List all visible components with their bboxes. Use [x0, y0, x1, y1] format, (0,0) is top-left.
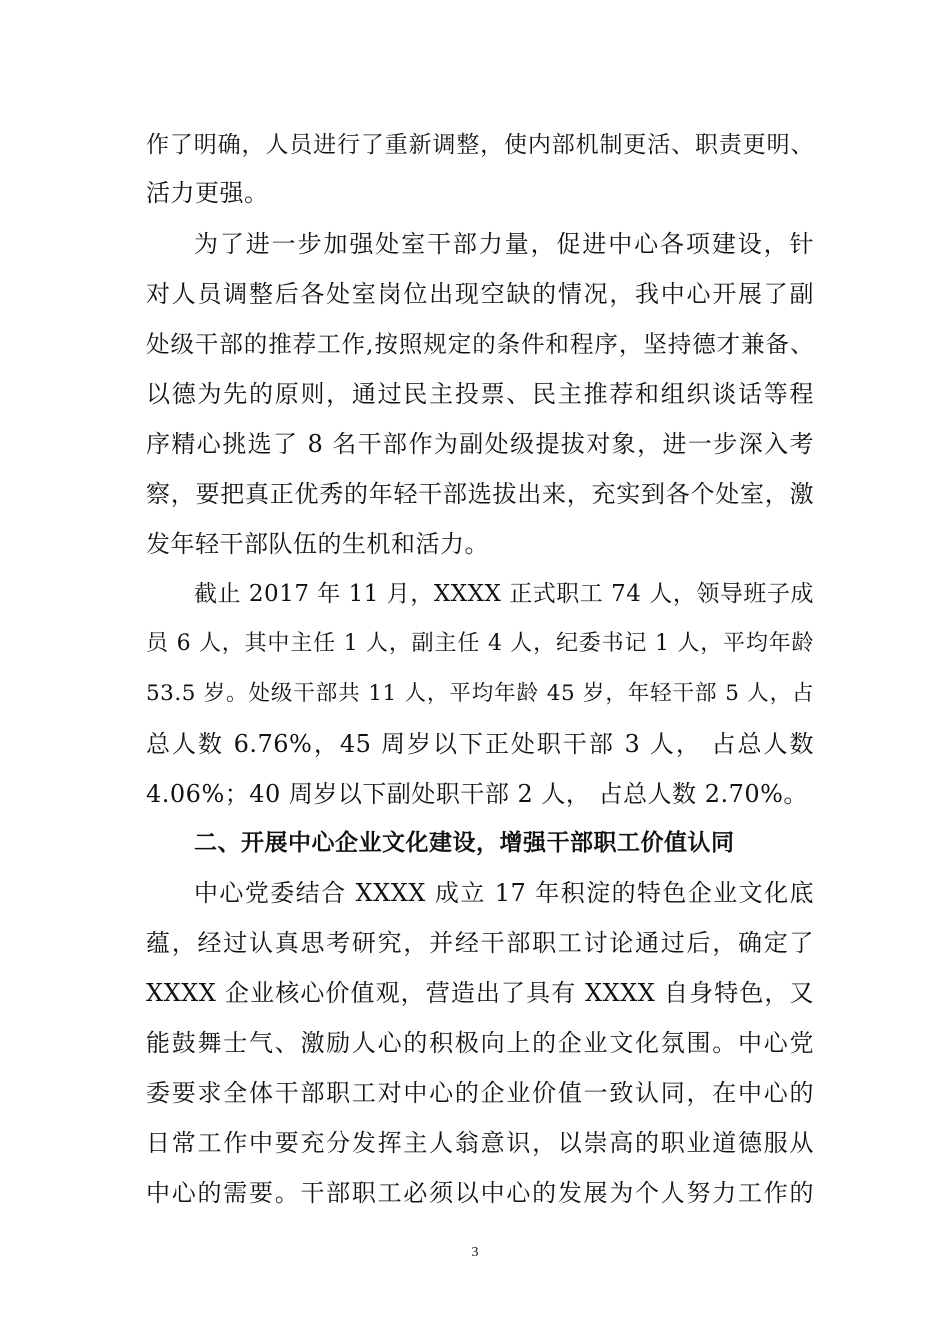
paragraph-4-line-1: 中心党委结合 XXXX 成立 17 年积淀的特色企业文化底 — [194, 879, 814, 907]
paragraph-1-line-1: 作了明确，人员进行了重新调整，使内部机制更活、职责更明、 — [146, 132, 814, 158]
paragraph-2-line-5: 序精心挑选了 8 名干部作为副处级提拔对象，进一步深入考 — [146, 430, 814, 458]
paragraph-4-line-2: 蕴，经过认真思考研究，并经干部职工讨论通过后，确定了 — [146, 929, 814, 957]
paragraph-4-line-4: 能鼓舞士气、激励人心的积极向上的企业文化氛围。中心党 — [146, 1029, 814, 1057]
page-number: 3 — [471, 1245, 479, 1260]
paragraph-1-line-2: 活力更强。 — [146, 179, 269, 207]
paragraph-2-line-6: 察，要把真正优秀的年轻干部选拔出来，充实到各个处室，激 — [146, 480, 814, 508]
paragraph-2-line-4: 以德为先的原则，通过民主投票、民主推荐和组织谈话等程 — [146, 380, 814, 408]
paragraph-2-line-7: 发年轻干部队伍的生机和活力。 — [146, 530, 489, 558]
paragraph-3-line-2: 员 6 人，其中主任 1 人，副主任 4 人，纪委书记 1 人，平均年龄 — [146, 631, 814, 656]
paragraph-2-line-3: 处级干部的推荐工作,按照规定的条件和程序，坚持德才兼备、 — [146, 330, 814, 358]
paragraph-4-line-6: 日常工作中要充分发挥主人翁意识，以崇高的职业道德服从 — [146, 1129, 814, 1157]
paragraph-3-line-1: 截止 2017 年 11 月，XXXX 正式职工 74 人，领导班子成 — [194, 581, 814, 607]
paragraph-4-line-3: XXXX 企业核心价值观，营造出了具有 XXXX 自身特色，又 — [146, 979, 814, 1007]
paragraph-3-line-4: 总人数 6.76%，45 周岁以下正处职干部 3 人， 占总人数 — [146, 730, 814, 758]
paragraph-3-line-5: 4.06%；40 周岁以下副处职干部 2 人， 占总人数 2.70%。 — [146, 780, 808, 808]
paragraph-3-line-3: 53.5 岁。处级干部共 11 人，平均年龄 45 岁，年轻干部 5 人，占 — [146, 681, 814, 706]
section-heading: 二、开展中心企业文化建设，增强干部职工价值认同 — [194, 830, 735, 856]
paragraph-2-line-1: 为了进一步加强处室干部力量，促进中心各项建设，针 — [194, 230, 814, 258]
paragraph-4-line-5: 委要求全体干部职工对中心的企业价值一致认同，在中心的 — [146, 1079, 814, 1107]
paragraph-4-line-7: 中心的需要。干部职工必须以中心的发展为个人努力工作的 — [146, 1179, 814, 1207]
paragraph-2-line-2: 对人员调整后各处室岗位出现空缺的情况，我中心开展了副 — [146, 280, 814, 308]
